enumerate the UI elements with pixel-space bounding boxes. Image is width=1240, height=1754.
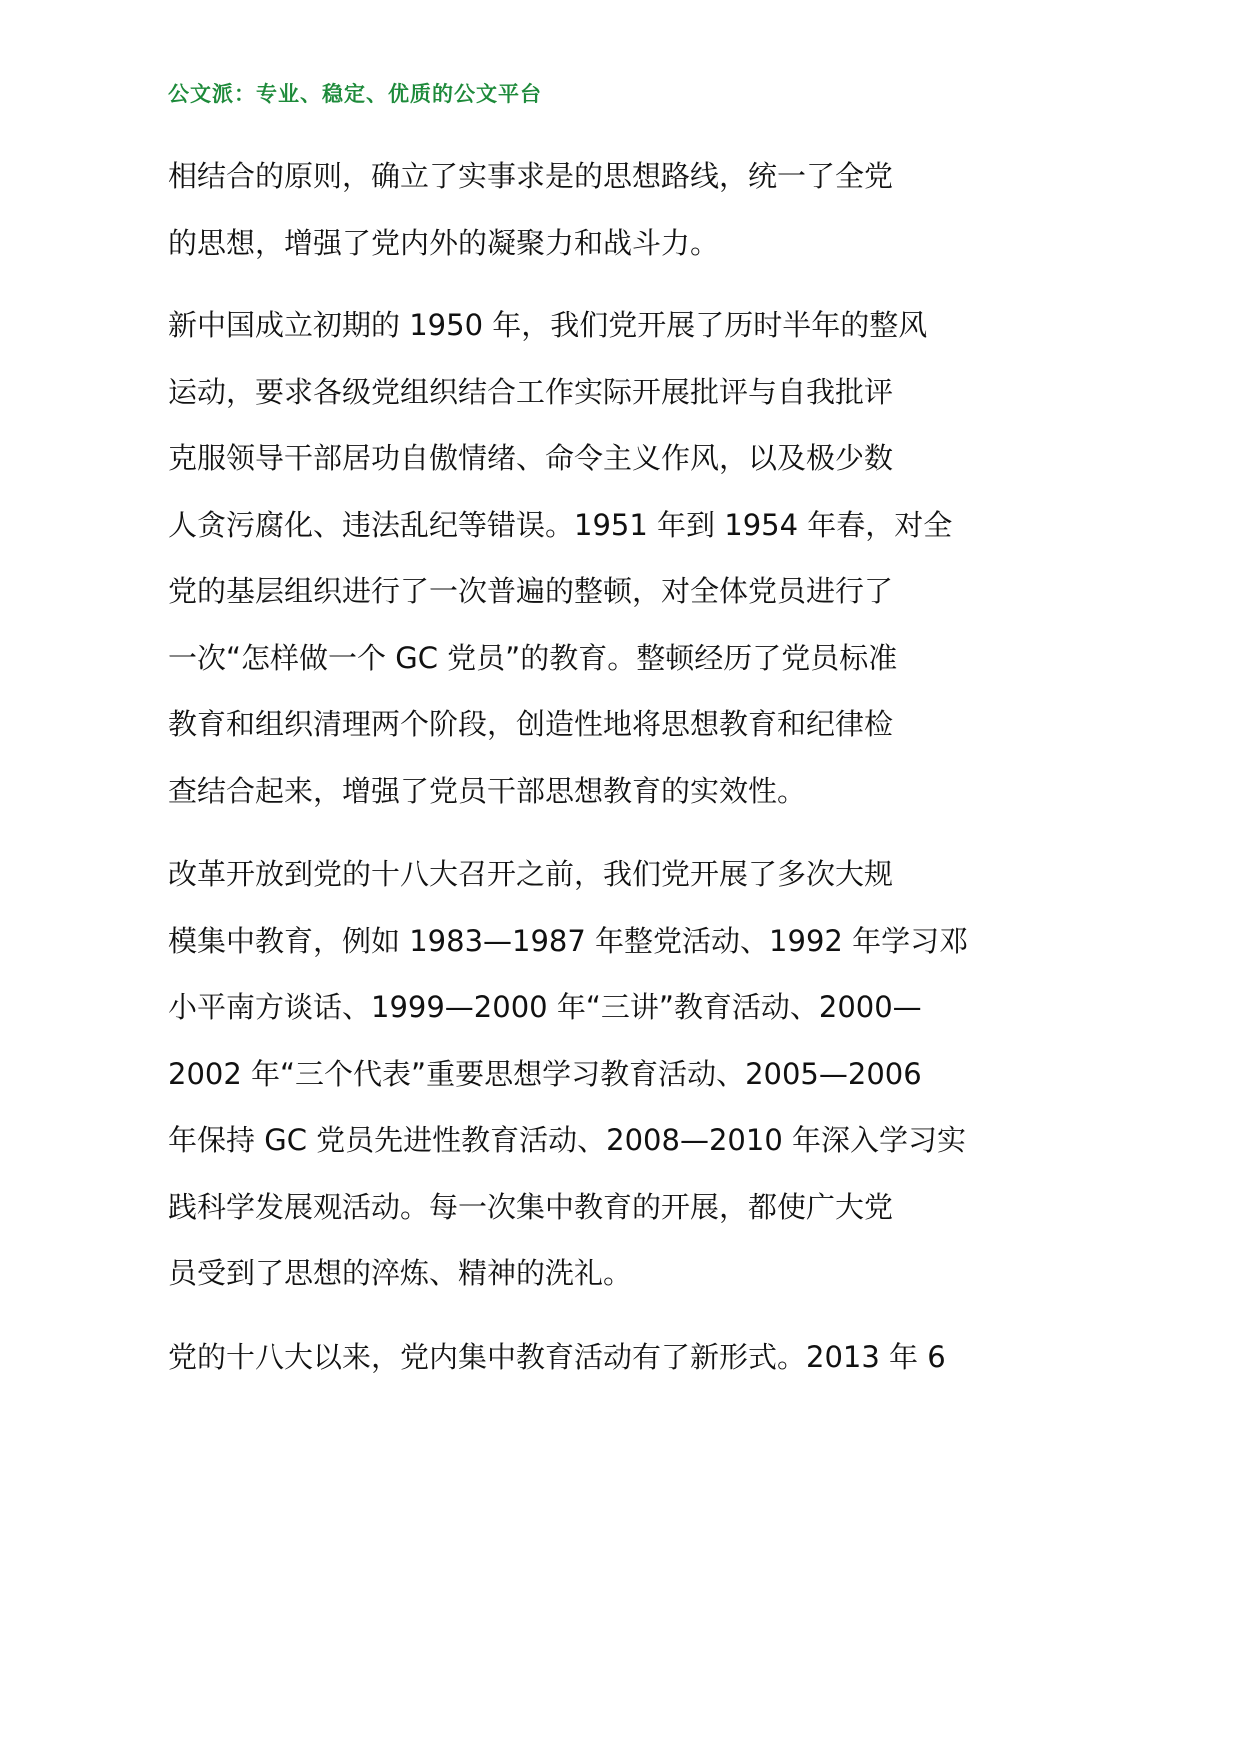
text-line: 相结合的原则，确立了实事求是的思想路线，统一了全党 xyxy=(168,159,894,193)
text-line: 小平南方谈话、1999—2000 年“三讲”教育活动、2000— xyxy=(168,990,922,1024)
text-line: 教育和组织清理两个阶段，创造性地将思想教育和纪律检 xyxy=(168,707,894,741)
text-line: 2002 年“三个代表”重要思想学习教育活动、2005—2006 xyxy=(168,1056,922,1091)
text-line: 党的基层组织进行了一次普遍的整顿，对全体党员进行了 xyxy=(168,574,894,608)
text-line: 运动，要求各级党组织结合工作实际开展批评与自我批评 xyxy=(168,374,894,409)
text-line: 的思想，增强了党内外的凝聚力和战斗力。 xyxy=(168,225,720,260)
text-line: 党的十八大以来，党内集中教育活动有了新形式。2013 年 6 xyxy=(168,1340,946,1374)
text-line: 员受到了思想的淬炼、精神的洗礼。 xyxy=(168,1256,633,1290)
text-line: 改革开放到党的十八大召开之前，我们党开展了多次大规 xyxy=(168,857,894,891)
text-line: 一次“怎样做一个 GC 党员”的教育。整顿经历了党员标准 xyxy=(168,640,898,675)
text-line: 查结合起来，增强了党员干部思想教育的实效性。 xyxy=(168,773,807,808)
paragraph-3 xyxy=(168,841,969,1307)
text-line: 年保持 GC 党员先进性教育活动、2008—2010 年深入学习实 xyxy=(168,1123,966,1157)
paragraph-1 xyxy=(168,143,943,276)
site-header-title: 公文派：专业、稳定、优质的公文平台 xyxy=(168,81,542,106)
paragraph-2 xyxy=(168,292,953,824)
paragraph-4 xyxy=(168,1324,946,1391)
text-line: 克服领导干部居功自傲情绪、命令主义作风，以及极少数 xyxy=(168,441,894,475)
text-line: 人贪污腐化、违法乱纪等错误。1951 年到 1954 年春，对全 xyxy=(168,507,953,542)
text-line: 模集中教育，例如 1983—1987 年整党活动、1992 年学习邓 xyxy=(168,923,969,958)
text-line: 践科学发展观活动。每一次集中教育的开展，都使广大党 xyxy=(168,1189,894,1224)
text-line: 新中国成立初期的 1950 年，我们党开展了历时半年的整风 xyxy=(168,308,928,342)
